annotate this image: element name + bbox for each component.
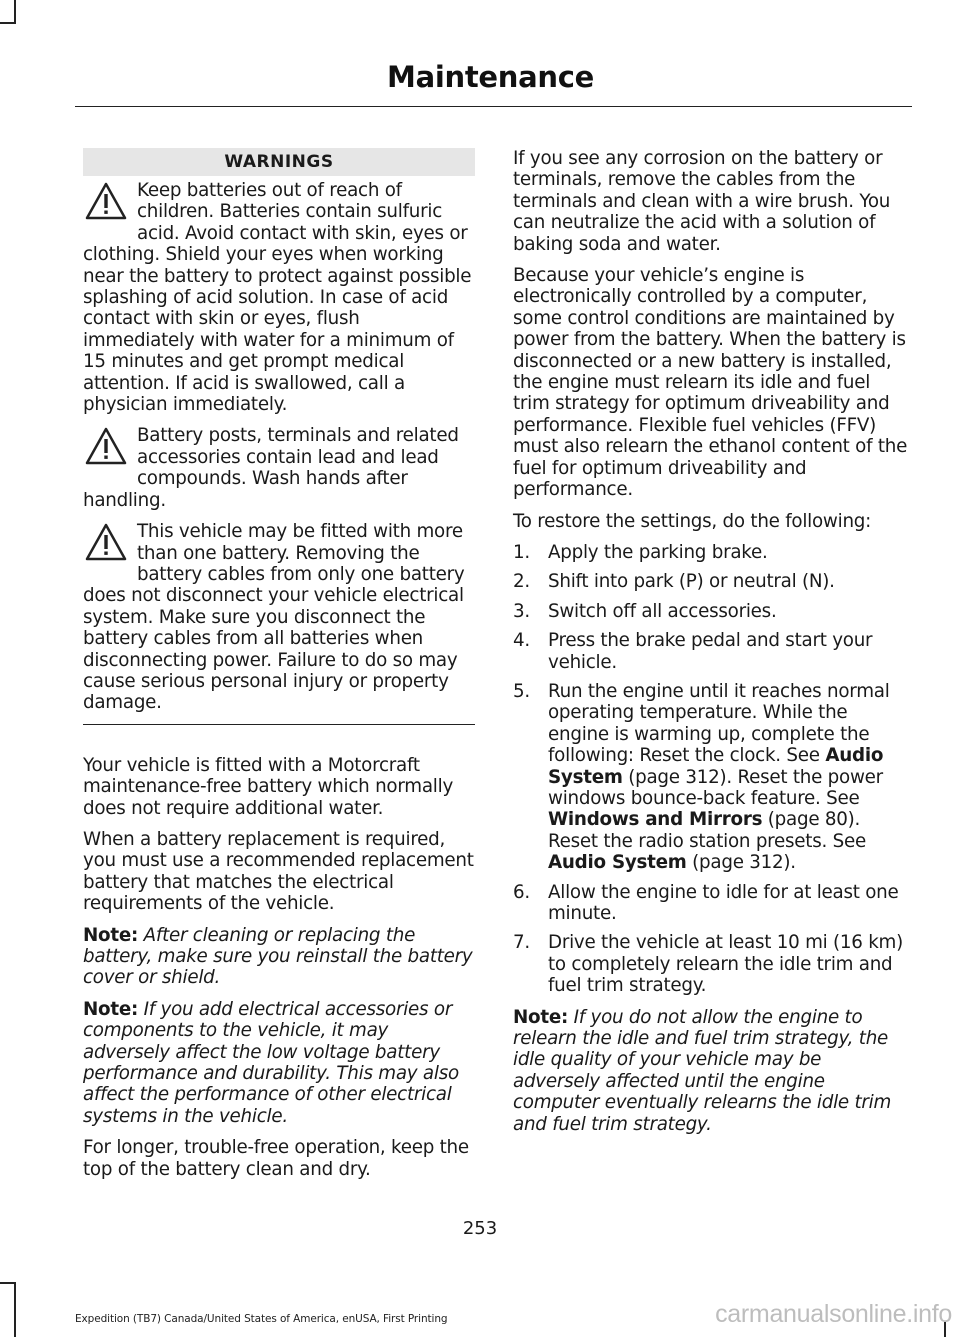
- warning-triangle-icon: [83, 180, 129, 226]
- warnings-divider: [83, 724, 475, 725]
- restore-steps-list: [513, 542, 908, 997]
- step-number: 7.: [513, 932, 530, 954]
- step-text: Allow the engine to idle for at least one minute.: [548, 881, 899, 924]
- list-item: [513, 542, 908, 563]
- page-number: 253: [462, 1218, 498, 1239]
- note-accessories: [83, 999, 475, 1127]
- step-text: Run the engine until it reaches normal operating temperature. While the engine is warming up, complete the following: Reset the clock. See: [548, 680, 890, 767]
- page-ref: (page 312). Reset the power windows bounce-back feature. See: [548, 766, 883, 809]
- crop-mark-bottom-left-h: [0, 1282, 16, 1284]
- step-text: Press the brake pedal and start your vehicle.: [548, 630, 873, 673]
- note-label: Note:: [513, 1006, 569, 1028]
- warning-text: This vehicle may be fitted with more than one battery. Removing the battery cables from only one battery does not disconnect your vehicle electrical system. Make sure you disconnect the battery cables from all batteries when disconnecting power. Failure to do so may cause serious personal injury or property damage.: [83, 521, 465, 714]
- battery-paragraph: Your vehicle is fitted with a Motorcraft maintenance-free battery which normally does not require additional water.: [83, 754, 454, 819]
- warning-3: [83, 521, 475, 714]
- xref-audio-system-link[interactable]: Audio System: [548, 852, 687, 874]
- note-text: If you add electrical accessories or components to the vehicle, it may adversely affect the low voltage battery performance and durability. This may also affect the performance of other electrical systems in the vehicle.: [83, 998, 459, 1127]
- right-column: [513, 148, 908, 1145]
- step-number: 2.: [513, 571, 530, 593]
- left-column: [83, 148, 475, 1190]
- note-reinstall-cover: [83, 925, 475, 989]
- page-title: Maintenance: [387, 60, 594, 94]
- step-number: 1.: [513, 541, 530, 563]
- warning-triangle-icon: [83, 425, 129, 471]
- clean-dry-paragraph: For longer, trouble-free operation, keep the top of the battery clean and dry.: [83, 1137, 469, 1180]
- list-item: [513, 571, 908, 592]
- step-text: Shift into park (P) or neutral (N).: [548, 571, 835, 593]
- crop-mark-top-left-v: [14, 0, 16, 24]
- note-text: If you do not allow the engine to relearn the idle and fuel trim strategy, the idle quality of your vehicle may be adversely affected until the engine computer eventually relearns the idle trim and fuel trim strategy.: [513, 1006, 892, 1135]
- step-text: Drive the vehicle at least 10 mi (16 km) to completely relearn the idle trim and fuel trim strategy.: [548, 932, 904, 997]
- warning-1: [83, 180, 475, 415]
- warning-text: Battery posts, terminals and related accessories contain lead and lead compounds. Wash hands after handling.: [83, 425, 459, 511]
- page-ref: (page 312).: [686, 852, 796, 874]
- list-item: [513, 601, 908, 622]
- list-item: [513, 630, 908, 673]
- crop-mark-top-left-h: [0, 22, 16, 24]
- note-text: After cleaning or replacing the battery, make sure you reinstall the battery cover or shield.: [83, 924, 473, 989]
- note-label: Note:: [83, 998, 139, 1020]
- list-item: [513, 932, 908, 996]
- edition-footer: Expedition (TB7) Canada/United States of America, enUSA, First Printing: [75, 1313, 448, 1325]
- crop-mark-bottom-left-v: [14, 1282, 16, 1337]
- header-rule: [75, 106, 912, 107]
- warning-text: Keep batteries out of reach of children. Batteries contain sulfuric acid. Avoid contact with skin, eyes or clothing. Shield your eyes when working near the battery to protect against possible splashing of acid solution. In case of acid contact with skin or eyes, flush immediately with water for a minimum of 15 minutes and get prompt medical attention. If acid is swallowed, call a physician immediately.: [83, 180, 472, 416]
- watermark: carmanualsonline.info: [715, 1300, 952, 1328]
- page-ref: (page 80). Reset the radio station presets. See: [548, 809, 866, 852]
- list-item: [513, 681, 908, 874]
- step-number: 5.: [513, 680, 530, 702]
- step-number: 3.: [513, 600, 530, 622]
- step-text: Switch off all accessories.: [548, 600, 777, 622]
- corrosion-paragraph: If you see any corrosion on the battery or terminals, remove the cables from the terminals and clean with a wire brush. You can neutralize the acid with a solution of baking soda and water.: [513, 148, 891, 255]
- note-relearn: [513, 1007, 908, 1135]
- warnings-header: WARNINGS: [83, 148, 475, 176]
- replacement-paragraph: When a battery replacement is required, you must use a recommended replacement battery that matches the electrical requirements of the vehicle.: [83, 828, 474, 915]
- list-item: [513, 882, 908, 925]
- note-label: Note:: [83, 924, 139, 946]
- step-text: Apply the parking brake.: [548, 541, 768, 563]
- relearn-paragraph: Because your vehicle’s engine is electronically controlled by a computer, some control conditions are maintained by power from the battery. When the battery is disconnected or a new battery is installed, the engine must relearn its idle and fuel trim strategy for optimum driveability and performance. Flexible fuel vehicles (FFV) must also relearn the ethanol content of the fuel for optimum driveability and performance.: [513, 265, 908, 501]
- step-number: 6.: [513, 881, 530, 903]
- warning-triangle-icon: [83, 521, 129, 567]
- restore-intro: To restore the settings, do the following:: [513, 510, 872, 532]
- xref-windows-mirrors-link[interactable]: Windows and Mirrors: [548, 809, 763, 831]
- xref-audio-system-link[interactable]: Audio System: [548, 745, 884, 788]
- step-number: 4.: [513, 630, 530, 652]
- warning-2: [83, 425, 475, 511]
